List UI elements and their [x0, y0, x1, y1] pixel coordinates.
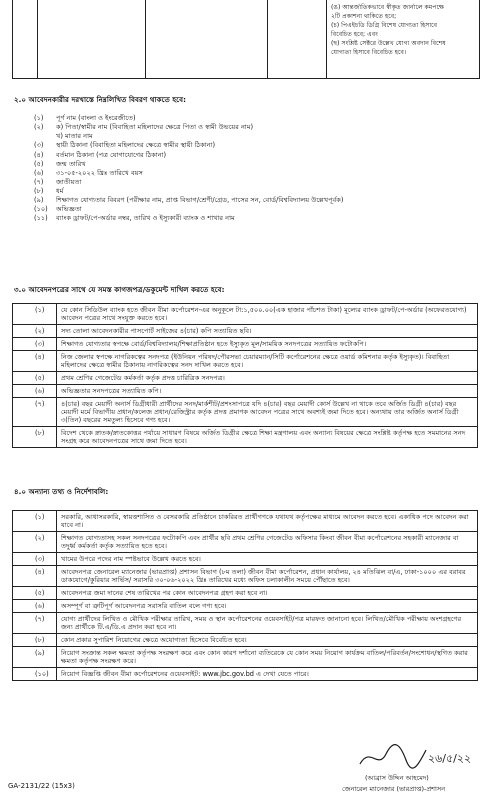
list-item: [14, 141, 477, 149]
item-text: জন্ম তারিখ: [56, 159, 86, 168]
list-item: [14, 160, 477, 168]
row-text: নিয়োগ সংক্রান্ত সকল ক্ষমতা কর্তৃপক্ষ সংরক্ষণ করে এবং কোন কারণ দর্শানো ব্যতিরেকে যে কোন সময় নিয়োগ কার্যক্রম বাতিল/পরিবর্তন/সংশোধন/স্থগিত করার ক্ষমতা কর্তৃপক্ষ সংরক্ষণ করে।: [61, 649, 468, 666]
qualification-line: বিবেচিত হবে; এবং: [331, 31, 378, 39]
table-row: [13, 532, 477, 553]
table-row: [13, 511, 477, 532]
item-number: (১০): [34, 205, 48, 214]
signature-date: ২৬/৫/২২: [428, 752, 472, 765]
item-text: জাতীয়তা: [56, 177, 82, 186]
table-row: [13, 668, 477, 680]
list-item: [14, 205, 477, 213]
table-row: [13, 338, 477, 351]
row-text: সরকারি, আধাসরকারি, স্বায়ত্তশাসিত ও বেসরকারি প্রতিষ্ঠানে চাকরিরত প্রার্থীগণকে যথাযথ কর্তৃপক্ষের মাধ্যমে আবেদন করতে হবে। একাধিক পদে আবেদন করা যাবে না।: [61, 513, 469, 530]
item-number: (৯): [34, 196, 44, 205]
list-item: [14, 178, 477, 186]
list-item: [14, 187, 477, 195]
item-number: (২): [34, 123, 44, 132]
list-item: [14, 169, 477, 177]
row-number: (১): [13, 511, 57, 531]
section-2-title: ২.০ আবেদনকারীর দরখাস্তে নিম্নলিখিত বিবরণ থাকতে হবে:: [14, 95, 186, 104]
item-number: (৫): [34, 159, 44, 168]
row-number: (১): [13, 304, 57, 324]
handwritten-signature: [356, 736, 476, 774]
item-number: (৮): [34, 187, 44, 195]
list-item: [14, 114, 477, 122]
qualification-line: (ছ) সংশ্লিষ্ট সেক্টরে উল্লেখ যোগ্য অবদান বিশেষ: [331, 40, 446, 48]
row-number: (৫): [13, 587, 57, 599]
signatory-name: (আব্রাস উদ্দিন আহমেদ): [365, 774, 429, 782]
section-3-table: [12, 303, 478, 448]
item-number: [14, 132, 56, 140]
item-text: ব্যাংক ড্রাফট/পে-অর্ডার নম্বর, তারিখ ও ইস্যুকারী ব্যাংক ও শাখার নাম: [56, 214, 235, 223]
item-text: বর্তমান ঠিকানা (পত্র যোগাযোগের ঠিকানা): [56, 150, 167, 159]
row-text: যে কোন সিডিউল ব্যাংক হতে জীবন বীমা কর্পোরেশন-এর অনুকূলে টা:১,৫০০.০০(এক হাজার পাঁচশত টাকা) মূল্যের ব্যাংক ড্রাফট/পে-অর্ডার (অফেরতযোগ্য) আবেদন পত্রের সাথে সংযুক্ত করতে হবে।: [61, 306, 467, 323]
table-row: [13, 647, 477, 668]
list-item: [14, 196, 477, 204]
row-number: (৪): [13, 566, 57, 586]
table-row: [13, 566, 477, 587]
table-row: [13, 600, 477, 613]
row-text: নিজ জেলার স্বপক্ষে নাগরিকত্বের সনদপত্র (ইউনিয়ন পরিষদ/পৌরসভা চেয়ারম্যান/সিটি কর্পোরেশনের ক্ষেত্রে ওয়ার্ড কমিশনার কর্তৃক ইস্যুকৃত)। বিবাহিতা মহিলাদের ক্ষেত্রে স্বামীর ঠিকানায় নাগরিকত্বের সনদ দাখিল করতে হবে।: [61, 353, 450, 370]
row-number: (৪): [13, 351, 57, 371]
qualification-line: (ঙ) আন্তর্জাতিকভাবে স্বীকৃত জার্নালে কমপক্ষে: [331, 4, 445, 11]
table-row: [13, 634, 477, 647]
item-number: (১): [34, 114, 44, 122]
item-number: (৩): [34, 141, 44, 150]
row-text: ৪(চার) বছর মেয়াদী অনার্স ডিগ্রীধারী প্রার্থীদের সনদ/মার্কশীট/প্রশংসাপত্রে যদি ৪(চার) বছর মেয়াদী কোর্স উল্লেখ না থাকে তবে অর্জিত ডিগ্রী ৪(চার) বছর মেয়াদী মর্মে বিভাগীয় প্রধান/কলেজ প্রধান/রেজিস্ট্রার কর্তৃক প্রদত্ত প্রমাণক আবেদন পত্রের সাথে অবশ্যই জমা দিতে হবে। অন্যথায় তার অর্জিত অনার্স ডিগ্রী ৩(তিন) বছরের সমতুল্য হিসেবে গণ্য হবে।: [61, 400, 459, 425]
item-text: অভিজ্ঞতা: [56, 205, 82, 214]
row-number: (৩): [13, 338, 57, 350]
qualification-line: যোগ্যতা হিসাবে বিবেচিত হবে।: [331, 49, 407, 57]
table-row: [13, 553, 477, 566]
qualification-cell: [331, 4, 477, 58]
qualification-line: (চ) পিএইচডি ডিগ্রি বিশেষ যোগ্যতা হিসাবে: [331, 22, 438, 30]
row-number: (২): [13, 325, 57, 337]
row-number: (৬): [13, 385, 57, 397]
row-text: নিয়োগ বিজ্ঞপ্তি জীবন বীমা কর্পোরেশনের ওয়েবসাইট: www.jbc.gov.bd এ দেখা যেতে পারে।: [61, 670, 309, 679]
section-2-list: [14, 114, 477, 224]
item-text: খ) মাতার নাম: [56, 132, 93, 141]
list-item: [14, 214, 477, 222]
row-number: (৮): [13, 634, 57, 646]
row-text: কোন প্রকার সুপারিশ নিয়োগের ক্ষেত্রে অযোগ্যতা হিসেবে বিবেচিত হবে।: [61, 636, 247, 645]
row-number: (৫): [13, 372, 57, 384]
item-text: ক) পিতা/স্বামীর নাম (বিবাহিতা মহিলাদের ক্ষেত্রে পিতা ও স্বামী উভয়ের নাম): [56, 123, 254, 132]
table-row: [13, 587, 477, 600]
section-4-table: [12, 510, 478, 681]
item-text: ৩১-০৫-২০২২ খ্রিঃ তারিখে বয়স: [56, 168, 143, 177]
section-3-title: ৩.০ আবেদনপত্রের সাথে যে সমস্ত কাগজপত্র/ডকুমেন্ট দাখিল করতে হবে:: [14, 285, 225, 294]
row-text: অভিজ্ঞতার সনদপত্রের সত্যায়িত কপি।: [61, 387, 162, 396]
table-row: [13, 398, 477, 427]
item-text: স্থায়ী ঠিকানা (বিবাহিতা মহিলাদের ক্ষেত্রে স্বামীর স্থায়ী ঠিকানা): [56, 141, 216, 150]
table-row: [13, 325, 477, 338]
table-row: [13, 613, 477, 634]
row-text: যোগ্য প্রার্থীদের লিখিত ও মৌখিক পরীক্ষার তারিখ, সময় ও স্থান কর্পোরেশনের ওয়েবসাইট/পত্র মারফত জানানো হবে। লিখিত/মৌখিক পরীক্ষায় অংশগ্রহণের জন্য প্রার্থীকে টি.এ/ডি.এ প্রদান করা হবে না।: [61, 615, 462, 632]
table-row: [13, 351, 477, 372]
print-code: GA-2131/22 (15x3): [8, 782, 75, 790]
row-number: (৮): [13, 427, 57, 447]
row-number: (৬): [13, 600, 57, 612]
row-text: খামের উপরে পদের নাম স্পষ্টভাবে উল্লেখ করতে হবে।: [61, 555, 201, 564]
item-text: শিক্ষাগত যোগ্যতার বিবরণ (পরীক্ষার নাম, প্রাপ্ত বিভাগ/শ্রেণী/গ্রেড, পাসের সন, বোর্ড/বিশ্ববিদ্যালয় উল্লেখপূর্বক): [56, 196, 344, 205]
row-text: অসম্পূর্ণ বা ত্রুটিপূর্ণ আবেদনপত্র সরাসরি বাতিল বলে গণ্য হবে।: [61, 602, 227, 611]
table-row: [13, 385, 477, 398]
row-number: (৯): [13, 647, 57, 667]
item-number: (৬): [34, 168, 44, 177]
row-text: আবেদনপত্র জেনারেল ম্যানেজার (ভারপ্রাপ্ত) প্রশাসন বিভাগ (৮ম তলা) জীবন বীমা কর্পোরেশন, প্রধান কার্যালয়, ২৪ মতিঝিল বা/এ, ঢাকা-১০০০ এর বরাবর ডাকযোগে/কুরিয়ার সার্ভিস/ সরাসরি ৩০-০৬-২০২২ খ্রিঃ তারিখের মধ্যে অফিস চলাকালীন সময়ে পৌঁছাতে হবে।: [61, 568, 466, 585]
list-item: [14, 132, 477, 140]
table-row: [13, 427, 477, 447]
row-text: শিক্ষাগত যোগ্যতার স্বপক্ষে বোর্ড/বিশ্ববিদ্যালয়/শিক্ষাপ্রতিষ্ঠান হতে ইস্যুকৃত মূল/সাময়িক সনদপত্রের সত্যায়িত ফটোকপি।: [61, 340, 367, 349]
qualification-line: ২টি প্রকাশনা থাকিতে হবে;: [331, 13, 397, 21]
row-number: (২): [13, 532, 57, 552]
row-number: (৭): [13, 613, 57, 633]
list-item: [14, 151, 477, 159]
list-item: [14, 123, 477, 131]
row-number: (৩): [13, 553, 57, 565]
table-row: [13, 304, 477, 325]
row-text: শিক্ষাগত যোগ্যতাসহ সকল সনদপত্রের ফটোকপি এবং প্রার্থীর ছবি প্রথম শ্রেণির গেজেটেড অফিসার কিংবা জীবন বীমা কর্পোরেশনের সহকারী ম্যানেজার বা তদুর্ধ্ব কর্মকর্তা কর্তৃক সত্যায়িত হতে হবে।: [61, 534, 459, 551]
item-text: পূর্ণ নাম (বাংলা ও ইংরেজীতে): [56, 114, 136, 122]
row-number: (৭): [13, 398, 57, 426]
row-number: (১০): [13, 668, 57, 680]
row-text: আবেদনপত্র জমা দানের শেষ তারিখের পর কোন আবেদনপত্র গ্রহণ করা হবে না।: [61, 589, 268, 598]
item-number: (৭): [34, 177, 44, 186]
item-number: (১১): [34, 214, 48, 223]
top-table-fragment: [12, 0, 480, 79]
section-4-title: ৪.০ অন্যান্য তথ্য ও নির্দেশাবলি:: [14, 487, 109, 496]
row-text: সদ্য তোলা আবেদনকারীর পাসপোর্ট সাইজের ৪(চার) কপি সত্যায়িত ছবি।: [61, 327, 252, 336]
item-text: ধর্ম: [56, 187, 64, 195]
signatory-designation: জেনারেল ম্যানেজার (ভারপ্রাপ্ত)-প্রশাসন: [342, 785, 446, 793]
table-row: [13, 372, 477, 385]
row-text: প্রথম শ্রেণির গেজেটেড কর্মকর্তা কর্তৃক প্রদত্ত চারিত্রিক সনদপত্র।: [61, 374, 225, 383]
item-number: (৪): [34, 150, 44, 159]
row-text: বিদেশ থেকে স্নাতক/স্নাতকোত্তর পর্যায়ে সাধারণ বিষয়ে অর্জিত ডিগ্রীর ক্ষেত্রে শিক্ষা মন্ত্রণালয় এবং অন্যান্য বিষয়ের ক্ষেত্রে সংশ্লিষ্ট কর্তৃপক্ষ হতে সমমানের সনদ সংগ্রহ করে আবেদনপত্রের সাথে জমা দিতে হবে।: [61, 429, 466, 446]
